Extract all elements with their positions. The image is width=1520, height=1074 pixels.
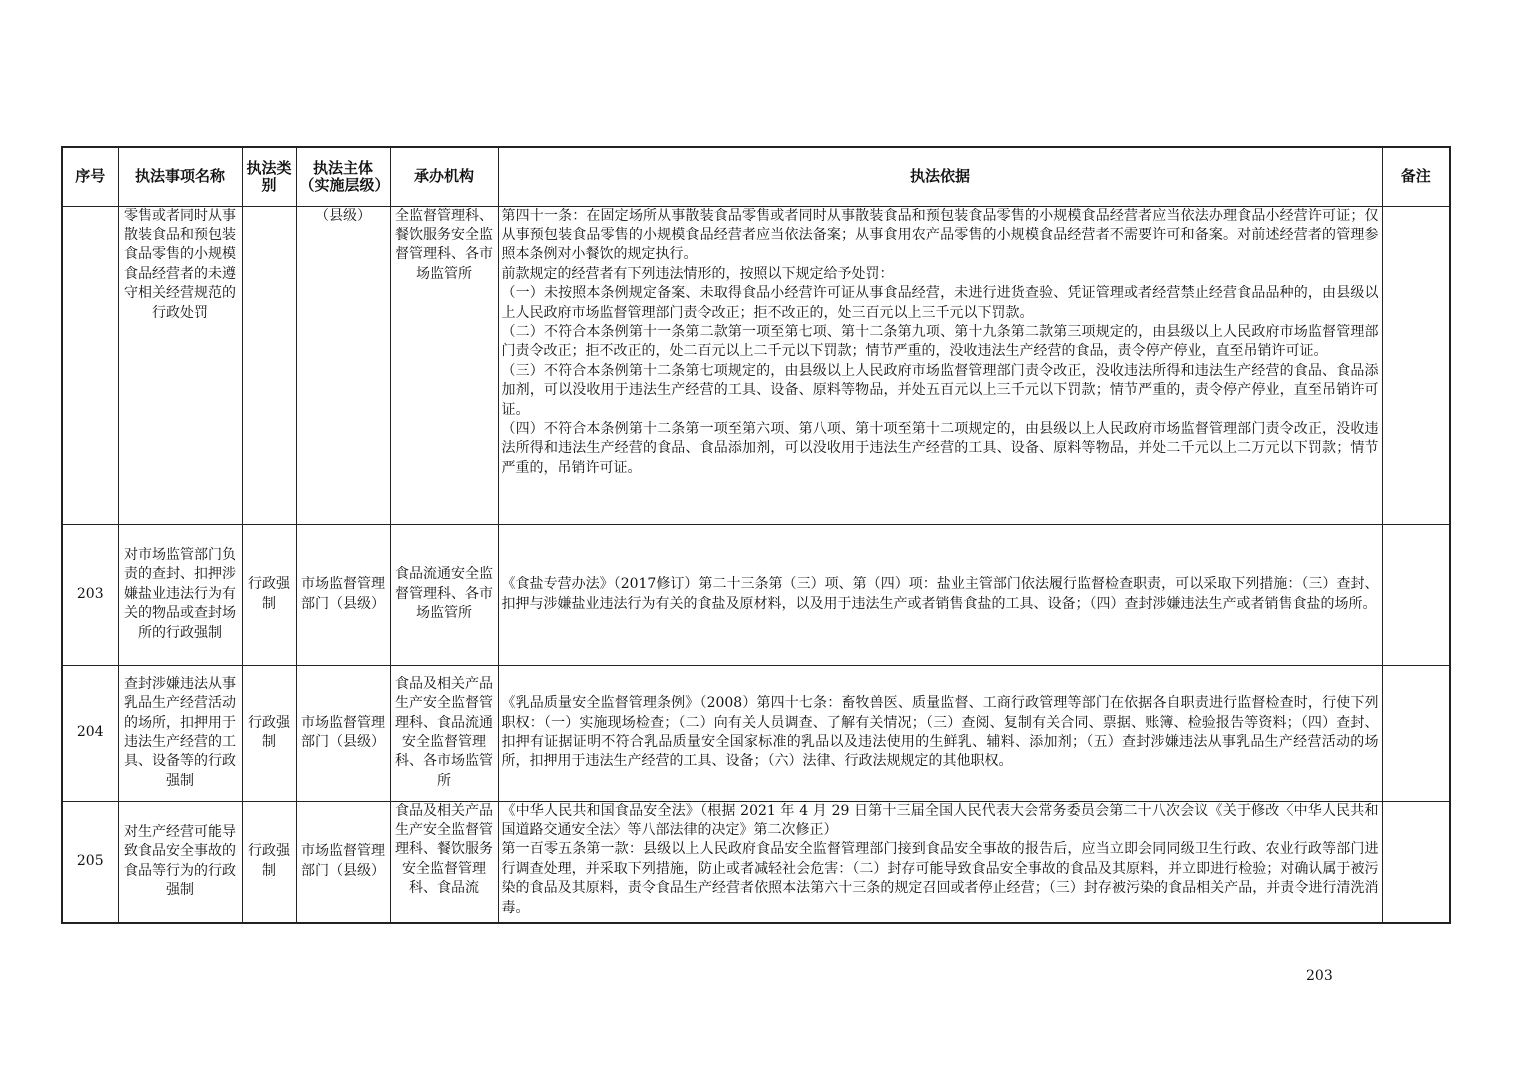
row-remark [1382, 665, 1450, 801]
basis-paragraph: （一）未按照本条例规定备案、未取得食品小经营许可证从事食品经营，未进行进货查验、凭证管理或者经营禁止经营食品品种的，由县级以上人民政府市场监督管理部门责令改正；拒不改正的，处三百元以上三千元以下罚款。 [501, 285, 1379, 321]
row-basis [498, 206, 1382, 524]
row-office: 食品及相关产品生产安全监督管理科、餐饮服务安全监督管理科、食品流 [390, 801, 498, 923]
basis-paragraph: （四）不符合本条例第十二条第一项至第六项、第八项、第十项至第十二项规定的，由县级以上人民政府市场监督管理部门责令改正，没收违法所得和违法生产经营的食品、食品添加剂，可以没收用于违法生产经营的工具、设备、原料等物品，并处二千元以上二万元以下罚款；情节严重的，吊销许可证。 [501, 420, 1379, 476]
row-item-name: 对市场监管部门负责的查封、扣押涉嫌盐业违法行为有关的物品或查封场所的行政强制 [118, 524, 242, 665]
header-subject: 执法主体（实施层级） [296, 147, 390, 206]
header-remark: 备注 [1382, 147, 1450, 206]
row-basis [498, 665, 1382, 801]
row-subject: 市场监督管理部门（县级） [296, 665, 390, 801]
row-category [242, 206, 296, 524]
row-subject: （县级） [296, 206, 390, 524]
row-category: 行政强制 [242, 665, 296, 801]
row-office: 食品流通安全监督管理科、各市场监管所 [390, 524, 498, 665]
row-office: 全监督管理科、餐饮服务安全监督管理科、各市场监管所 [390, 206, 498, 524]
header-category: 执法类别 [242, 147, 296, 206]
header-name: 执法事项名称 [118, 147, 242, 206]
row-seq: 204 [62, 665, 118, 801]
row-remark [1382, 206, 1450, 524]
basis-paragraph: 第一百零五条第一款：县级以上人民政府食品安全监督管理部门接到食品安全事故的报告后，应当立即会同同级卫生行政、农业行政等部门进行调查处理，并采取下列措施，防止或者减轻社会危害：（二）封存可能导致食品安全事故的食品及其原料，并立即进行检验；对确认属于被污染的食品及其原料，责令食品生产经营者依照本法第六十三条的规定召回或者停止经营；（三）封存被污染的食品相关产品，并责令进行清洗消毒。 [501, 841, 1379, 916]
row-remark [1382, 801, 1450, 923]
row-item-name: 查封涉嫌违法从事乳品生产经营活动的场所，扣押用于违法生产经营的工具、设备等的行政强制 [118, 665, 242, 801]
table-row [62, 665, 1450, 801]
page-number: 203 [1306, 968, 1333, 984]
enforcement-table [61, 146, 1451, 924]
row-basis [498, 524, 1382, 665]
row-basis [498, 801, 1382, 923]
row-remark [1382, 524, 1450, 665]
basis-paragraph: 第四十一条：在固定场所从事散装食品零售或者同时从事散装食品和预包装食品零售的小规模食品经营者应当依法办理食品小经营许可证；仅从事预包装食品零售的小规模食品经营者应当依法备案；从事食用农产品零售的小规模食品经营者不需要许可和备案。对前述经营者的管理参照本条例对小餐饮的规定执行。 [501, 207, 1379, 263]
header-basis: 执法依据 [498, 147, 1382, 206]
table-row [62, 524, 1450, 665]
row-item-name: 对生产经营可能导致食品安全事故的食品等行为的行政强制 [118, 801, 242, 923]
basis-paragraph: 《乳品质量安全监督管理条例》（2008）第四十七条：畜牧兽医、质量监督、工商行政管理等部门在依据各自职责进行监督检查时，行使下列职权：（一）实施现场检查；（二）向有关人员调查、了解有关情况；（三）查阅、复制有关合同、票据、账簿、检验报告等资料；（四）查封、扣押有证据证明不符合乳品质量安全国家标准的乳品以及违法使用的生鲜乳、辅料、添加剂；（五）查封涉嫌违法从事乳品生产经营活动的场所，扣押用于违法生产经营的工具、设备；（六）法律、行政法规规定的其他职权。 [501, 695, 1379, 770]
row-office: 食品及相关产品生产安全监督管理科、食品流通安全监督管理科、各市场监管所 [390, 665, 498, 801]
basis-paragraph: 前款规定的经营者有下列违法情形的，按照以下规定给予处罚： [501, 265, 894, 282]
basis-paragraph: （二）不符合本条例第十一条第二款第一项至第七项、第十二条第九项、第十九条第二款第三项规定的，由县级以上人民政府市场监督管理部门责令改正；拒不改正的，处二百元以上二千元以下罚款；情节严重的，没收违法生产经营的食品，责令停产停业，直至吊销许可证。 [501, 323, 1379, 360]
table-header-row [62, 147, 1450, 206]
row-seq: 203 [62, 524, 118, 665]
header-office: 承办机构 [390, 147, 498, 206]
table-row [62, 801, 1450, 923]
row-seq [62, 206, 118, 524]
row-item-name: 零售或者同时从事散装食品和预包装食品零售的小规模食品经营者的未遵守相关经营规范的行政处罚 [118, 206, 242, 524]
row-subject: 市场监督管理部门（县级） [296, 801, 390, 923]
basis-paragraph: 《中华人民共和国食品安全法》（根据 2021 年 4 月 29 日第十三届全国人民代表大会常务委员会第二十八次会议《关于修改〈中华人民共和国道路交通安全法〉等八部法律的决定》第二次修正） [501, 802, 1379, 838]
row-subject: 市场监督管理部门（县级） [296, 524, 390, 665]
header-seq: 序号 [62, 147, 118, 206]
table-row [62, 206, 1450, 524]
basis-paragraph: （三）不符合本条例第十二条第七项规定的，由县级以上人民政府市场监督管理部门责令改正，没收违法所得和违法生产经营的食品、食品添加剂，可以没收用于违法生产经营的工具、设备、原料等物品，并处五百元以上三千元以下罚款；情节严重的，责令停产停业，直至吊销许可证。 [501, 362, 1379, 418]
row-category: 行政强制 [242, 524, 296, 665]
row-seq: 205 [62, 801, 118, 923]
row-category: 行政强制 [242, 801, 296, 923]
basis-paragraph: 《食盐专营办法》（2017修订）第二十三条第（三）项、第（四）项：盐业主管部门依法履行监督检查职责，可以采取下列措施：（三）查封、扣押与涉嫌盐业违法行为有关的食盐及原材料，以及用于违法生产或者销售食盐的工具、设备；（四）查封涉嫌违法生产或者销售食盐的场所。 [501, 576, 1379, 612]
